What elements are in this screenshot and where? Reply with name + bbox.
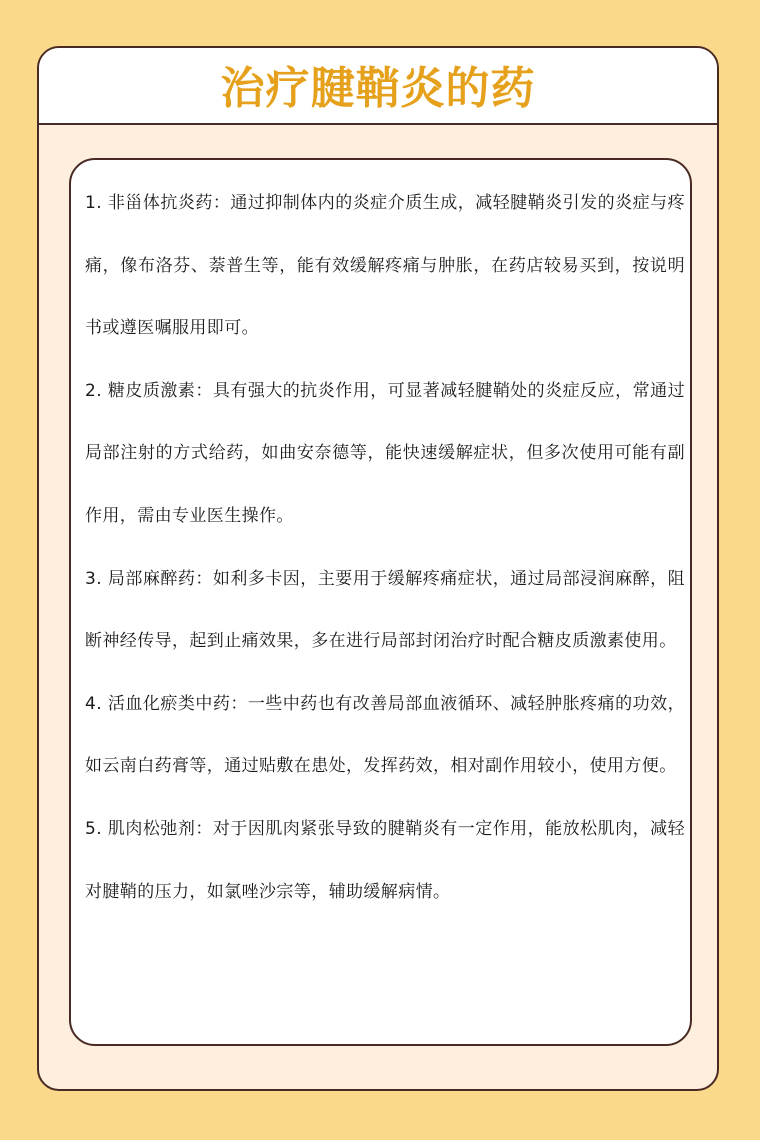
content-card xyxy=(69,158,692,1046)
list-item-4: 4. 活血化瘀类中药：一些中药也有改善局部血液循环、减轻肿胀疼痛的功效，如云南白药膏等，通过贴敷在患处，发挥药效，相对副作用较小，使用方便。 xyxy=(85,693,685,777)
list-item-2: 2. 糖皮质激素：具有强大的抗炎作用，可显著减轻腱鞘处的炎症反应，常通过局部注射的方式给药，如曲安奈德等，能快速缓解症状，但多次使用可能有副作用，需由专业医生操作。 xyxy=(85,380,685,526)
list-item-1: 1. 非甾体抗炎药：通过抑制体内的炎症介质生成，减轻腱鞘炎引发的炎症与疼痛，像布洛芬、萘普生等，能有效缓解疼痛与肿胀，在药店较易买到，按说明书或遵医嘱服用即可。 xyxy=(85,193,685,339)
list-item-5: 5. 肌肉松弛剂：对于因肌肉紧张导致的腱鞘炎有一定作用，能放松肌肉，减轻对腱鞘的压力，如氯唑沙宗等，辅助缓解病情。 xyxy=(85,818,685,902)
outer-card xyxy=(37,46,719,1091)
content xyxy=(85,172,685,923)
list-item-3: 3. 局部麻醉药：如利多卡因，主要用于缓解疼痛症状，通过局部浸润麻醉，阻断神经传导，起到止痛效果，多在进行局部封闭治疗时配合糖皮质激素使用。 xyxy=(85,568,685,652)
header xyxy=(39,48,717,125)
page-title: 治疗腱鞘炎的药 xyxy=(220,62,536,114)
